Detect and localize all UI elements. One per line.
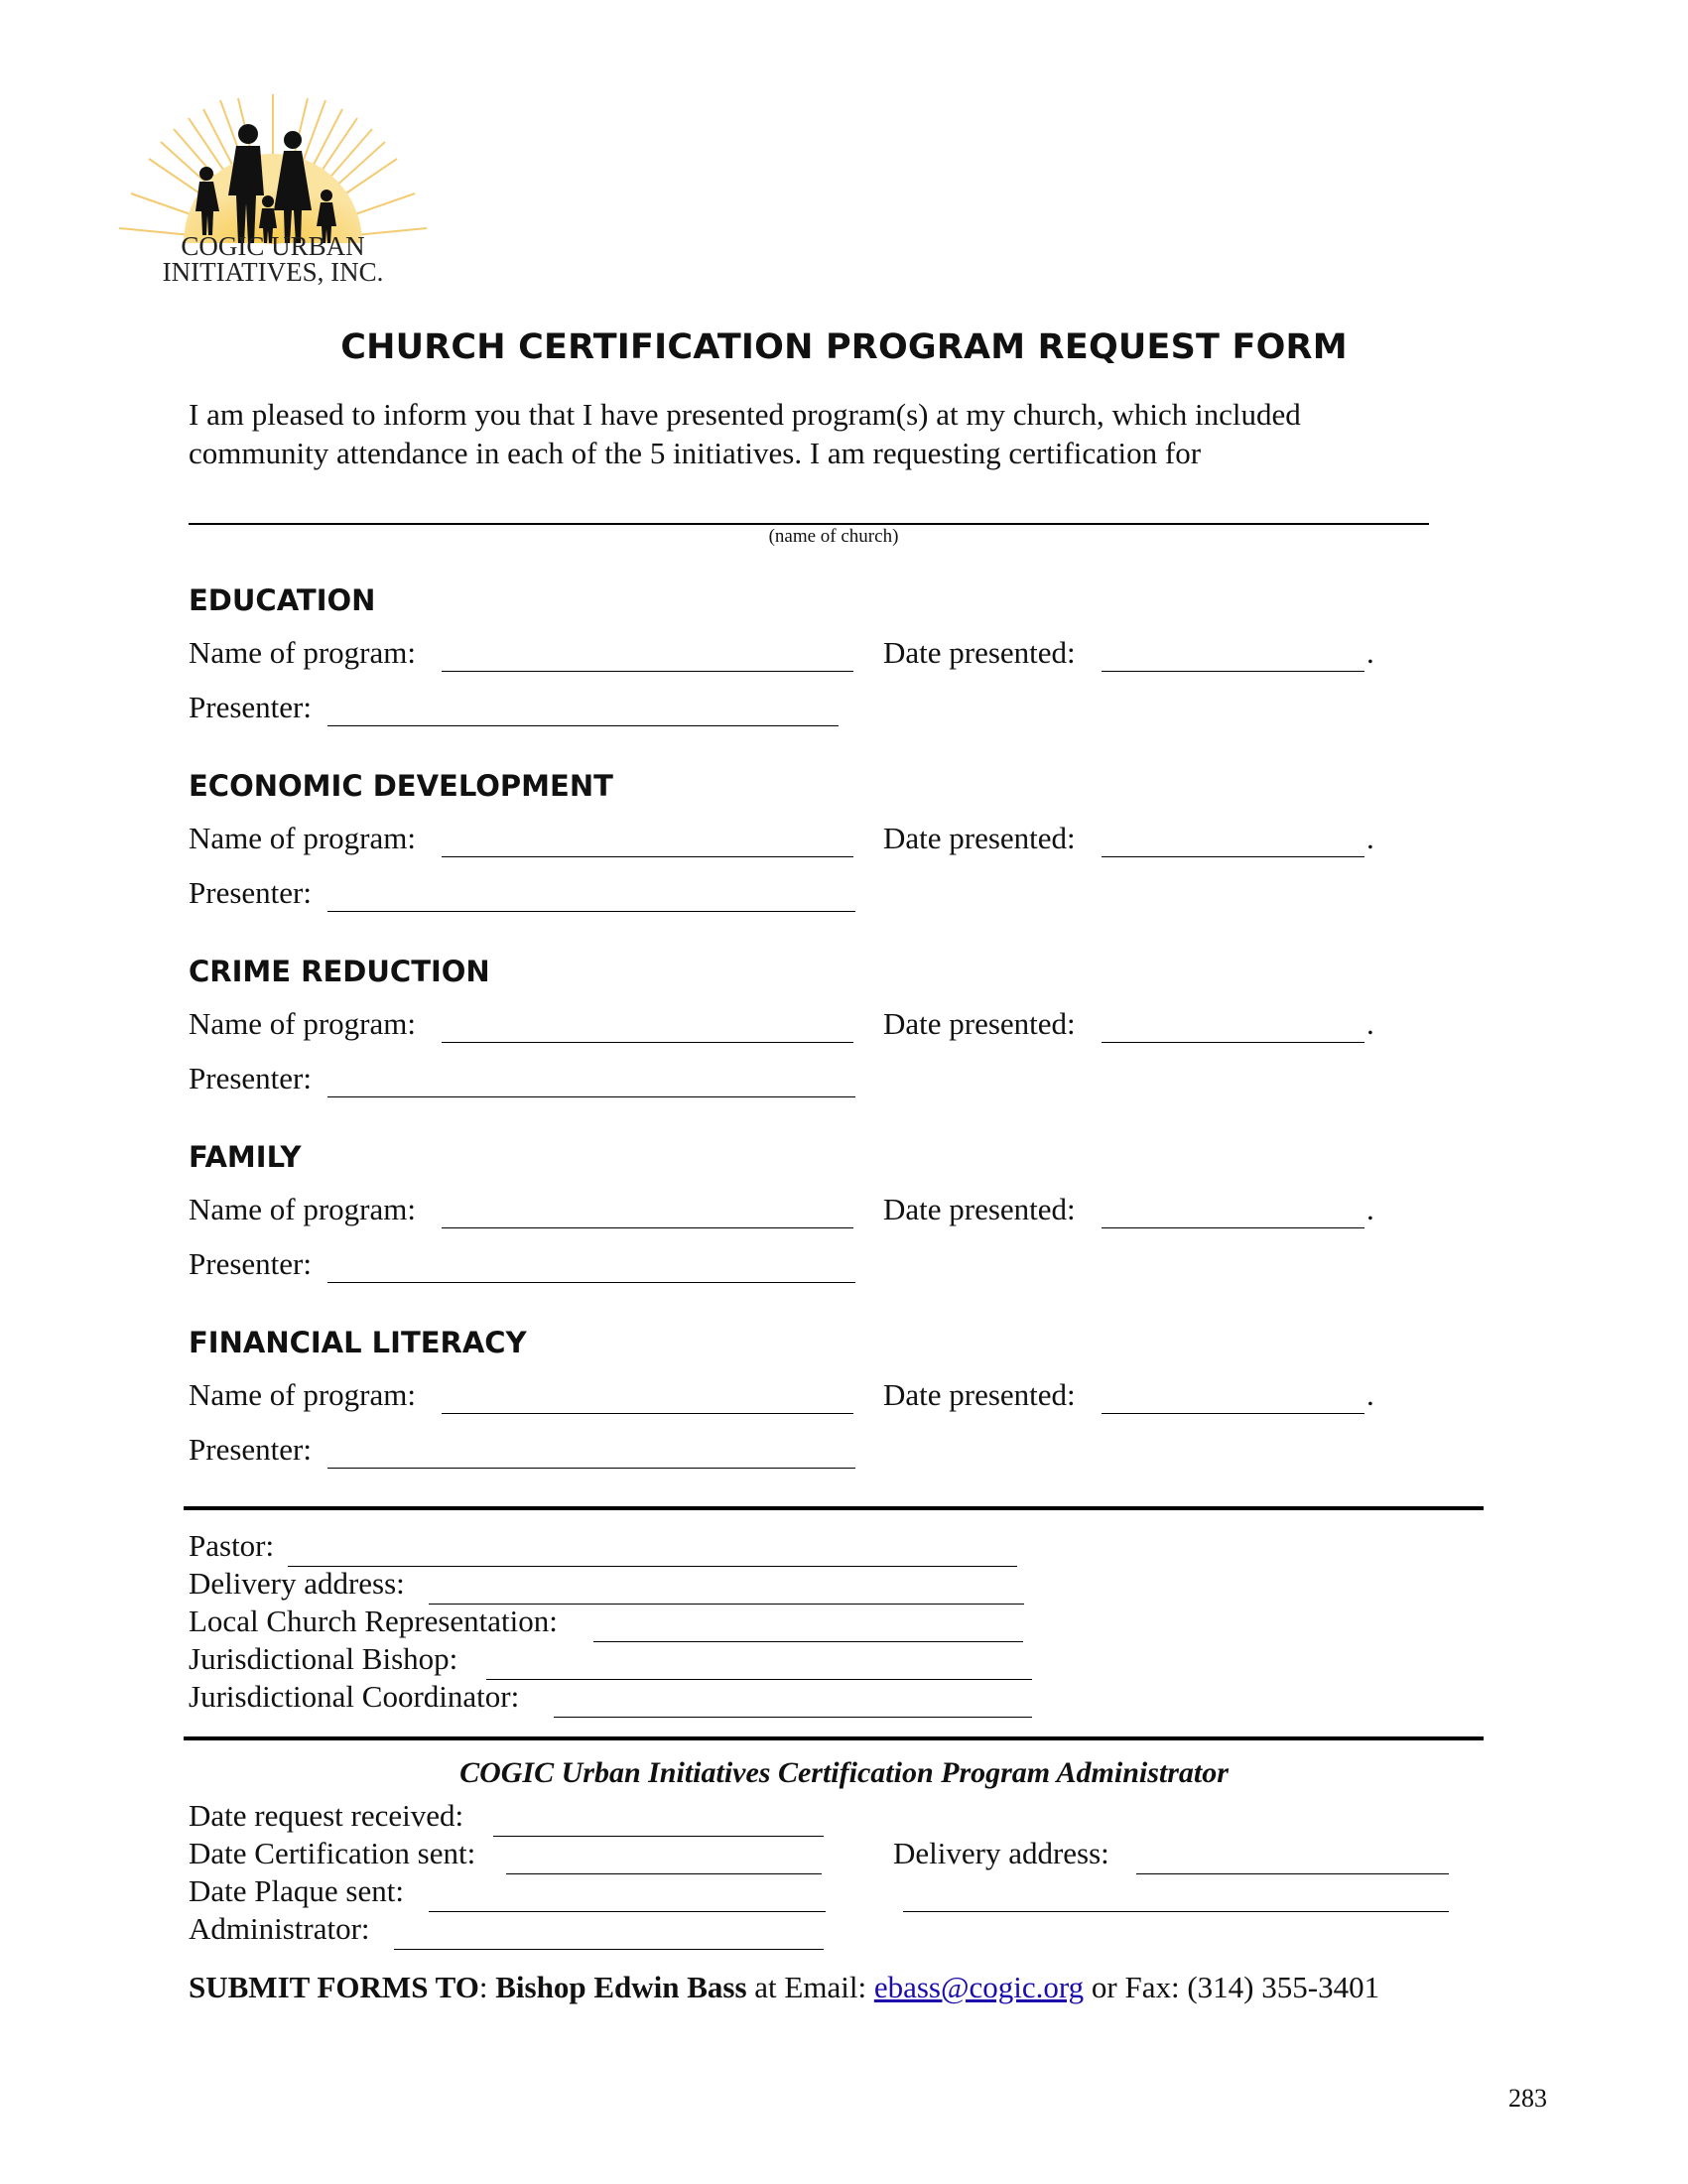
- date-presented-field[interactable]: [1102, 1227, 1364, 1228]
- program-name-label: Name of program:: [189, 1192, 416, 1226]
- program-name-label: Name of program:: [189, 635, 416, 670]
- administrator-label: Administrator:: [189, 1911, 370, 1946]
- program-name-field[interactable]: [442, 1413, 853, 1414]
- period: .: [1366, 1192, 1374, 1226]
- cogic-logo: [109, 84, 437, 293]
- section-crime-reduction: [189, 955, 1479, 1143]
- jurisdictional-coordinator-field[interactable]: [554, 1717, 1032, 1718]
- program-name-field[interactable]: [442, 856, 853, 857]
- logo-text-line1: COGIC URBAN: [181, 231, 365, 261]
- presenter-field[interactable]: [327, 1282, 855, 1283]
- date-presented-field[interactable]: [1102, 671, 1364, 672]
- presenter-field[interactable]: [327, 725, 839, 726]
- form-title: CHURCH CERTIFICATION PROGRAM REQUEST FORM: [340, 327, 1348, 367]
- submit-colon: :: [478, 1970, 496, 2004]
- section-title: CRIME REDUCTION: [189, 955, 490, 988]
- church-name-field[interactable]: [189, 523, 1429, 525]
- admin-delivery-address-field[interactable]: [1136, 1873, 1449, 1874]
- program-name-field[interactable]: [442, 1042, 853, 1043]
- submit-recipient: Bishop Edwin Bass: [495, 1970, 747, 2004]
- jurisdictional-bishop-label: Jurisdictional Bishop:: [189, 1641, 458, 1676]
- section-economic-development: [189, 769, 1479, 958]
- admin-delivery-address-label: Delivery address:: [893, 1836, 1109, 1870]
- program-name-field[interactable]: [442, 1227, 853, 1228]
- submit-label: SUBMIT FORMS TO: [189, 1970, 479, 2004]
- intro-text: [189, 395, 1439, 472]
- date-presented-field[interactable]: [1102, 1042, 1364, 1043]
- presenter-label: Presenter:: [189, 875, 312, 910]
- section-title: ECONOMIC DEVELOPMENT: [189, 769, 613, 803]
- presenter-label: Presenter:: [189, 1061, 312, 1095]
- intro-line-2: community attendance in each of the 5 initiatives. I am requesting certification for: [189, 436, 1202, 470]
- date-certification-sent-field[interactable]: [506, 1873, 822, 1874]
- program-name-label: Name of program:: [189, 821, 416, 855]
- date-certification-sent-label: Date Certification sent:: [189, 1836, 476, 1870]
- date-request-received-label: Date request received:: [189, 1798, 464, 1833]
- date-plaque-sent-field[interactable]: [429, 1911, 826, 1912]
- period: .: [1366, 1377, 1374, 1412]
- program-name-label: Name of program:: [189, 1377, 416, 1412]
- program-name-field[interactable]: [442, 671, 853, 672]
- period: .: [1366, 821, 1374, 855]
- period: .: [1366, 1006, 1374, 1041]
- church-name-caption: (name of church): [768, 526, 899, 547]
- submit-email-prefix: at Email:: [746, 1970, 874, 2004]
- admin-delivery-address-field-line2[interactable]: [903, 1911, 1449, 1912]
- presenter-label: Presenter:: [189, 690, 312, 724]
- intro-line-1: I am pleased to inform you that I have presented program(s) at my church, which included: [189, 397, 1301, 432]
- submit-email-link[interactable]: ebass@cogic.org: [873, 1970, 1085, 2004]
- divider: [184, 1506, 1484, 1510]
- section-title: FAMILY: [189, 1140, 302, 1174]
- section-education: [189, 583, 1479, 772]
- date-request-received-field[interactable]: [493, 1836, 824, 1837]
- presenter-field[interactable]: [327, 1096, 855, 1097]
- local-church-representation-label: Local Church Representation:: [189, 1604, 558, 1638]
- date-presented-label: Date presented:: [883, 1377, 1076, 1412]
- date-plaque-sent-label: Date Plaque sent:: [189, 1873, 404, 1908]
- period: .: [1366, 635, 1374, 670]
- pastor-label: Pastor:: [189, 1528, 275, 1563]
- divider: [184, 1736, 1484, 1740]
- program-name-label: Name of program:: [189, 1006, 416, 1041]
- date-presented-field[interactable]: [1102, 1413, 1364, 1414]
- submit-instructions: [189, 1970, 1379, 2005]
- jurisdictional-bishop-field[interactable]: [486, 1679, 1032, 1680]
- section-family: [189, 1140, 1479, 1329]
- administrator-field[interactable]: [394, 1949, 824, 1950]
- presenter-field[interactable]: [327, 1468, 855, 1469]
- logo-text-line2: INITIATIVES, INC.: [162, 257, 384, 287]
- delivery-address-label: Delivery address:: [189, 1566, 405, 1601]
- date-presented-field[interactable]: [1102, 856, 1364, 857]
- section-title: EDUCATION: [189, 583, 376, 617]
- date-presented-label: Date presented:: [883, 635, 1076, 670]
- submit-fax: or Fax: (314) 355-3401: [1084, 1970, 1380, 2004]
- section-title: FINANCIAL LITERACY: [189, 1326, 527, 1359]
- page-number: 283: [1508, 2084, 1547, 2113]
- presenter-field[interactable]: [327, 911, 855, 912]
- section-financial-literacy: [189, 1326, 1479, 1514]
- local-church-representation-field[interactable]: [593, 1641, 1023, 1642]
- jurisdictional-coordinator-label: Jurisdictional Coordinator:: [189, 1679, 520, 1714]
- presenter-label: Presenter:: [189, 1246, 312, 1281]
- date-presented-label: Date presented:: [883, 1192, 1076, 1226]
- date-presented-label: Date presented:: [883, 821, 1076, 855]
- date-presented-label: Date presented:: [883, 1006, 1076, 1041]
- admin-section-title: COGIC Urban Initiatives Certification Program Administrator: [459, 1756, 1229, 1789]
- presenter-label: Presenter:: [189, 1432, 312, 1467]
